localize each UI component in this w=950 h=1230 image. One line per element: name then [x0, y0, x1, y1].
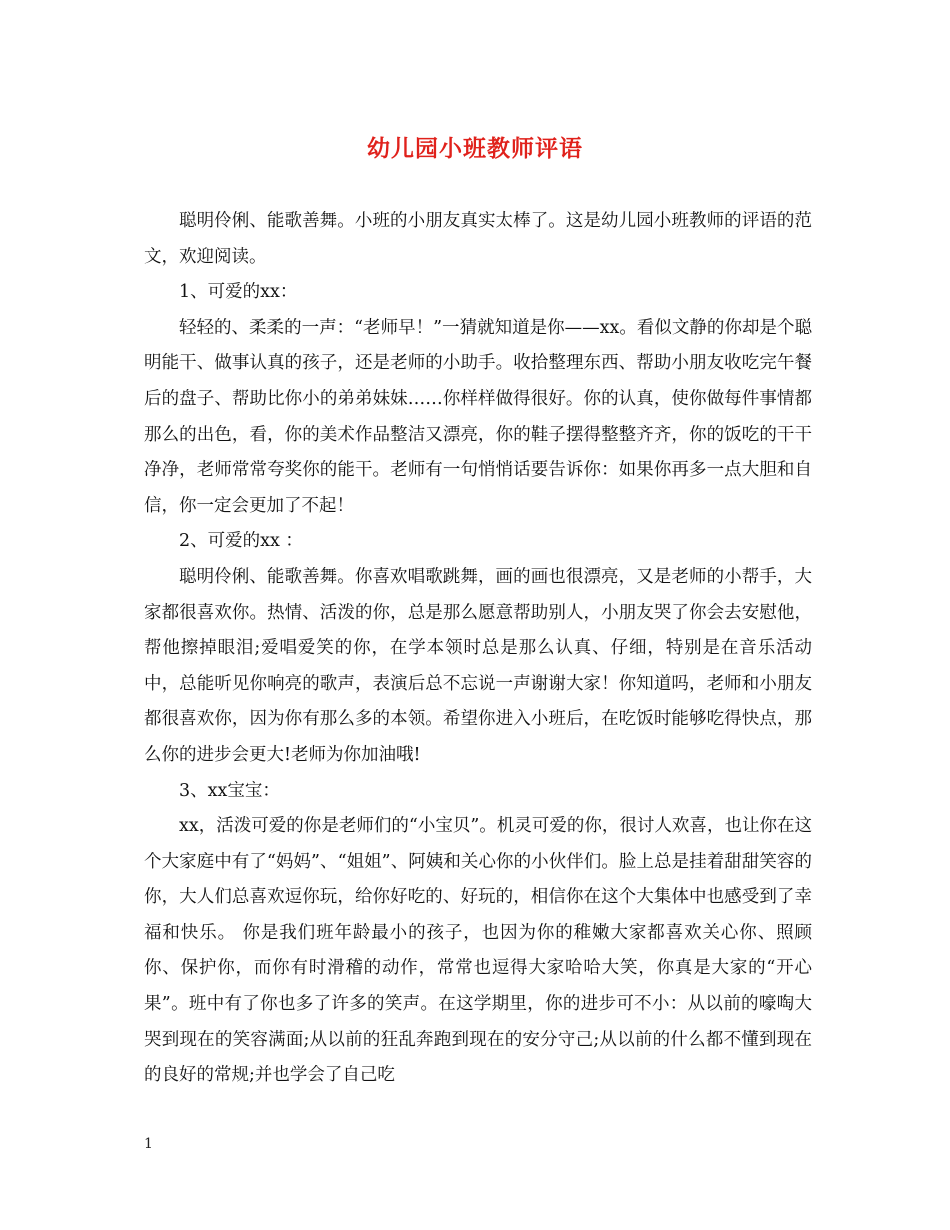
- section-heading-1: 1、可爱的xx：: [179, 282, 298, 303]
- comment-paragraph-3: xx，活泼可爱的你是老师们的“小宝贝”。机灵可爱的你，很讨人欢喜，也让你在这个大家庭中有了“妈妈”、“姐姐”、阿姨和关心你的小伙伴们。脸上总是挂着甜甜笑容的你，大人们总喜欢逗你玩，给你好吃的、好玩的，相信你在这个大集体中也感受到了幸福和快乐。 你是我们班年龄最小的孩子，也因为你的稚嫩大家都喜欢关心你、照顾你、保护你，而你有时滑稽的动作，常常也逗得大家哈哈大笑，你真是大家的“开心果”。班中有了你也多了许多的笑声。在这学期里，你的进步可不小：从以前的嚎啕大哭到现在的笑容满面;从以前的狂乱奔跑到现在的安分守己;从以前的什么都不懂到现在的良好的常规;并也学会了自己吃: [144, 816, 812, 1086]
- section-heading-2: 2、可爱的xx ：: [179, 531, 303, 552]
- page-number: 1: [144, 1136, 153, 1152]
- document-body: [144, 204, 812, 1094]
- document-title: 幼儿园小班教师评语: [367, 135, 583, 162]
- comment-paragraph-2: 聪明伶俐、能歌善舞。你喜欢唱歌跳舞，画的画也很漂亮，又是老师的小帮手，大家都很喜欢你。热情、活泼的你，总是那么愿意帮助别人，小朋友哭了你会去安慰他，帮他擦掉眼泪;爱唱爱笑的你，在学本领时总是那么认真、仔细，特别是在音乐活动中，总能听见你响亮的歌声，表演后总不忘说一声谢谢大家！你知道吗，老师和小朋友都很喜欢你，因为你有那么多的本领。希望你进入小班后，在吃饭时能够吃得快点，那么你的进步会更大!老师为你加油哦!: [144, 566, 812, 765]
- intro-paragraph: 聪明伶俐、能歌善舞。小班的小朋友真实太棒了。这是幼儿园小班教师的评语的范文，欢迎阅读。: [144, 211, 812, 267]
- comment-paragraph-1: 轻轻的、柔柔的一声：“老师早！”一猜就知道是你——xx。看似文静的你却是个聪明能干、做事认真的孩子，还是老师的小助手。收拾整理东西、帮助小朋友收吃完午餐后的盘子、帮助比你小的弟弟妹妹……你样样做得很好。你的认真，使你做每件事情都那么的出色，看，你的美术作品整洁又漂亮，你的鞋子摆得整整齐齐，你的饭吃的干干净净，老师常常夸奖你的能干。老师有一句悄悄话要告诉你：如果你再多一点大胆和自信，你一定会更加了不起！: [144, 317, 812, 516]
- section-heading-3: 3、xx宝宝：: [179, 780, 280, 801]
